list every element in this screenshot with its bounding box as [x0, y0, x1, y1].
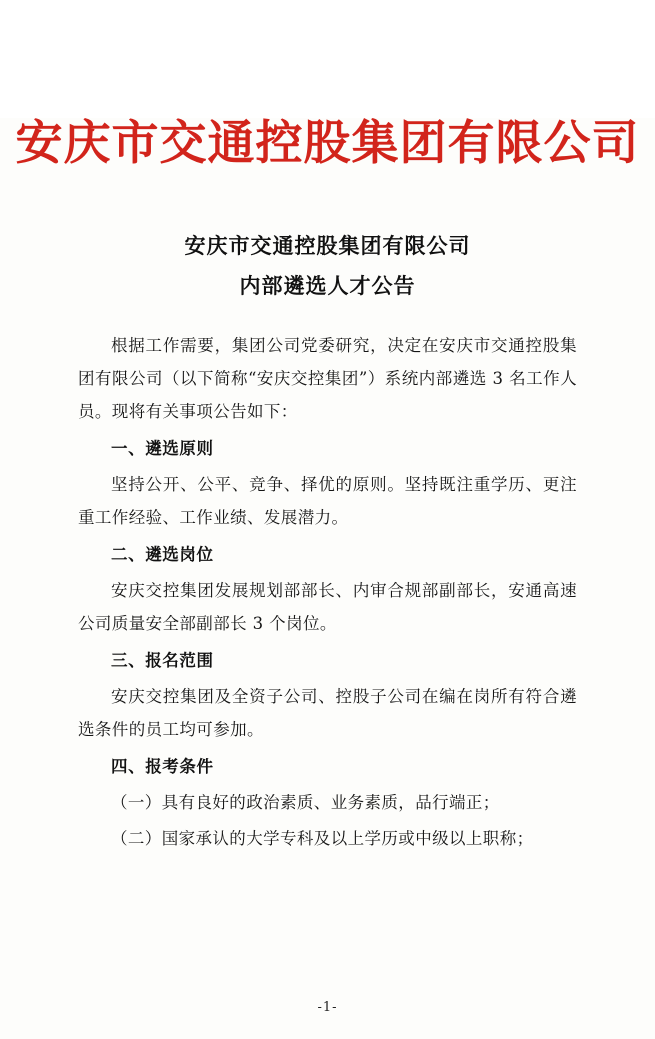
- section-heading: 一、遴选原则: [111, 438, 214, 458]
- body-paragraph: 安庆交控集团发展规划部部长、内审合规部副部长，安通高速公司质量安全部副部长 3 个岗位。: [78, 581, 577, 634]
- body-paragraph: （一）具有良好的政治素质、业务素质，品行端正；: [111, 793, 500, 813]
- page-number: -1-: [317, 1000, 338, 1015]
- document-title-line-2: 内部遴选人才公告: [239, 273, 416, 299]
- section-heading: 三、报名范围: [111, 650, 214, 670]
- body-paragraph: 坚持公开、公平、竞争、择优的原则。坚持既注重学历、更注重工作经验、工作业绩、发展潜力。: [78, 475, 577, 528]
- section-heading: 四、报考条件: [111, 756, 214, 776]
- body-paragraph: 根据工作需要，集团公司党委研究，决定在安庆市交通控股集团有限公司（以下简称“安庆交控集团”）系统内部遴选 3 名工作人员。现将有关事项公告如下：: [78, 335, 577, 422]
- document-title-line-1: 安庆市交通控股集团有限公司: [184, 232, 471, 258]
- document-body: [0, 329, 655, 856]
- section-heading: 二、遴选岗位: [111, 544, 214, 564]
- document-title: [0, 230, 655, 303]
- document-page: [0, 118, 655, 1039]
- body-paragraph: （二）国家承认的大学专科及以上学历或中级以上职称；: [111, 829, 534, 849]
- letterhead-organization: 安庆市交通控股集团有限公司: [15, 116, 640, 171]
- body-paragraph: 安庆交控集团及全资子公司、控股子公司在编在岗所有符合遴选条件的员工均可参加。: [78, 687, 577, 740]
